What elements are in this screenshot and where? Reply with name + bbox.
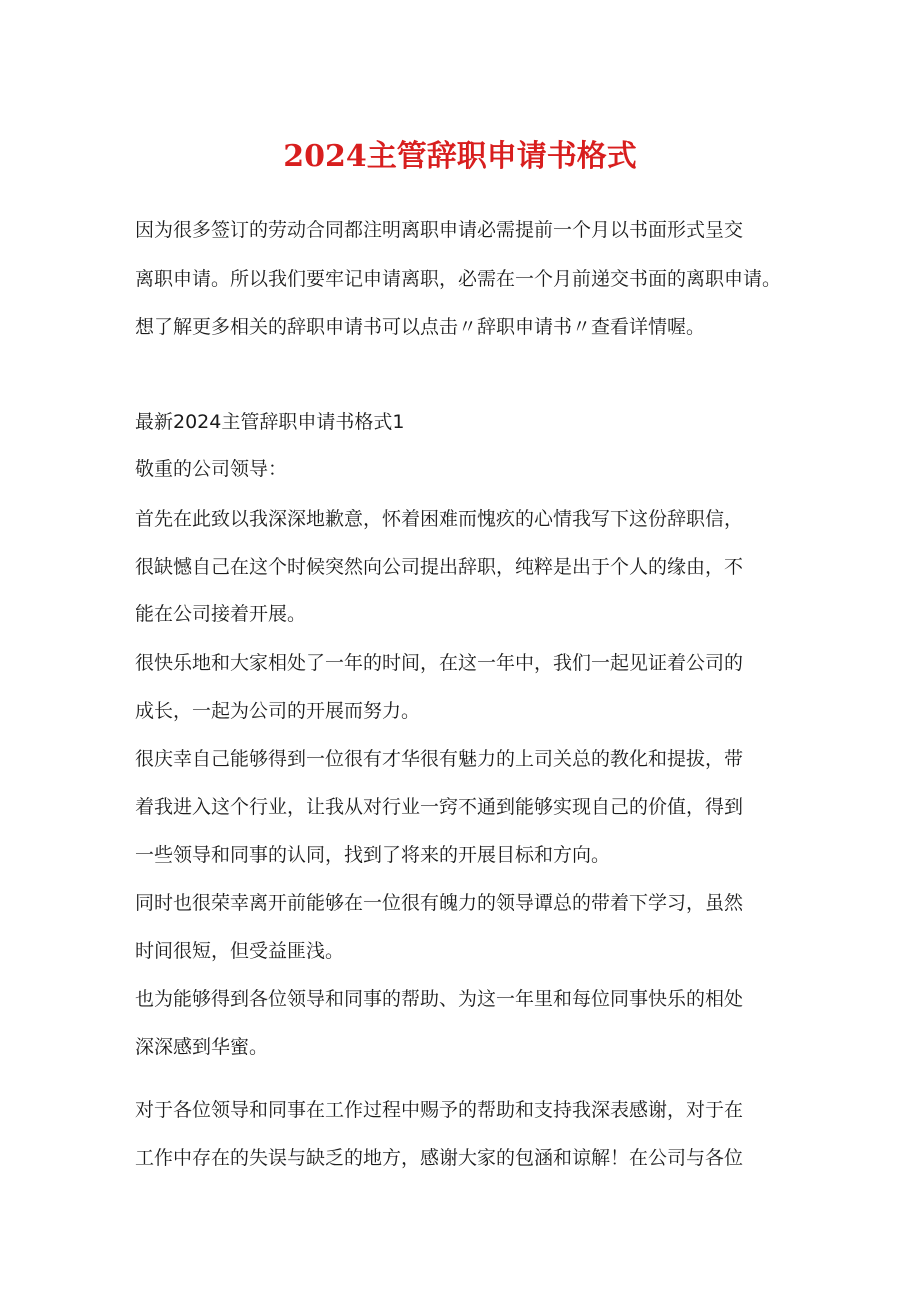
body-line-11: 也为能够得到各位领导和同事的帮助、为这一年里和每位同事快乐的相处 bbox=[135, 988, 744, 1010]
body-line-4: 很快乐地和大家相处了一年的时间，在这一年中，我们一起见证着公司的 bbox=[135, 652, 744, 674]
section-heading: 最新2024主管辞职申请书格式1 bbox=[135, 411, 405, 433]
body-line-8: 一些领导和同事的认同，找到了将来的开展目标和方向。 bbox=[135, 844, 611, 866]
body-line-10: 时间很短，但受益匪浅。 bbox=[135, 940, 345, 962]
body-line-12: 深深感到华蜜。 bbox=[135, 1036, 269, 1058]
body-line-3: 能在公司接着开展。 bbox=[135, 603, 307, 625]
intro-line-3: 想了解更多相关的辞职申请书可以点击〃辞职申请书〃查看详情喔。 bbox=[135, 316, 706, 338]
body-line-7: 着我进入这个行业，让我从对行业一窍不通到能够实现自己的价值，得到 bbox=[135, 796, 744, 818]
intro-line-1: 因为很多签订的劳动合同都注明离职申请必需提前一个月以书面形式呈交 bbox=[135, 219, 744, 241]
intro-line-2: 离职申请。所以我们要牢记申请离职，必需在一个月前递交书面的离职申请。 bbox=[135, 268, 782, 290]
body-line-5: 成长，一起为公司的开展而努力。 bbox=[135, 700, 421, 722]
body-line-1: 首先在此致以我深深地歉意，怀着困难而愧疚的心情我写下这份辞职信， bbox=[135, 508, 744, 530]
document-title: 2024主管辞职申请书格式 bbox=[283, 139, 637, 174]
body-line-6: 很庆幸自己能够得到一位很有才华很有魅力的上司关总的教化和提拔，带 bbox=[135, 748, 744, 770]
body-line-9: 同时也很荣幸离开前能够在一位很有魄力的领导谭总的带着下学习，虽然 bbox=[135, 892, 744, 914]
body-line-14: 工作中存在的失误与缺乏的地方，感谢大家的包涵和谅解！在公司与各位 bbox=[135, 1147, 744, 1169]
salutation: 敬重的公司领导： bbox=[135, 458, 288, 480]
body-line-2: 很缺憾自己在这个时候突然向公司提出辞职，纯粹是出于个人的缘由，不 bbox=[135, 556, 744, 578]
body-line-13: 对于各位领导和同事在工作过程中赐予的帮助和支持我深表感谢，对于在 bbox=[135, 1099, 744, 1121]
